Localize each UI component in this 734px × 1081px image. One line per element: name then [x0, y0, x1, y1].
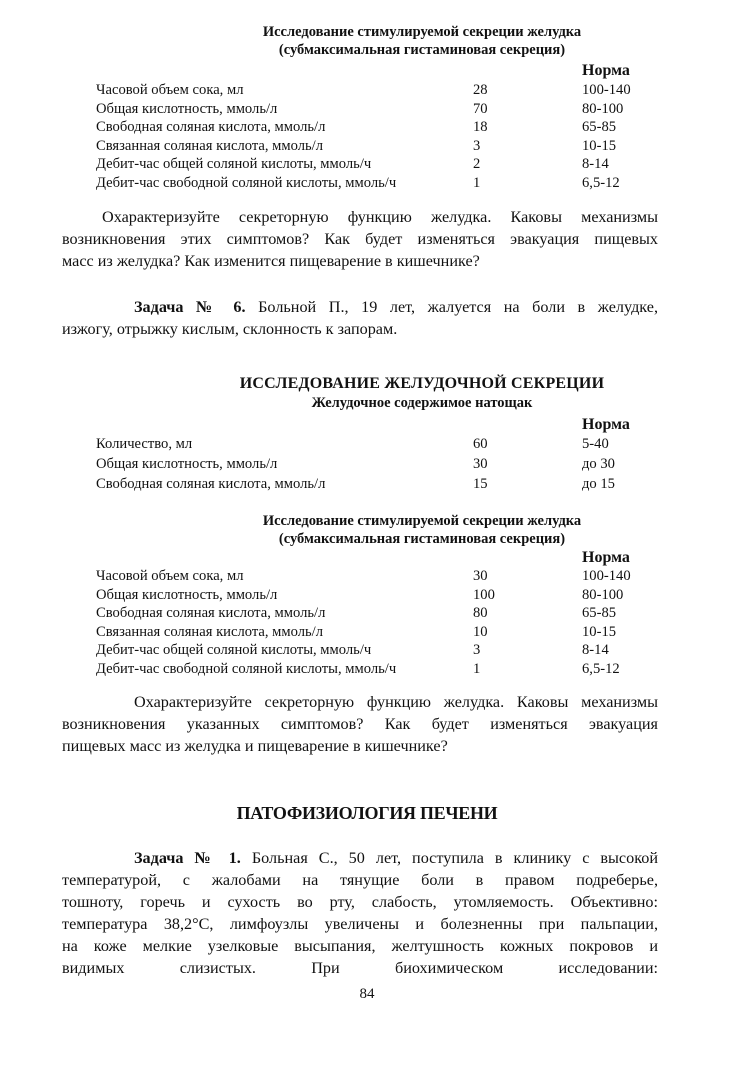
block1-norm-header: Норма [582, 62, 630, 79]
document-page: Исследование стимулируемой секреции желудка (субмаксимальная гистаминовая секреция) Норма Часовой объем сока, мл 28 100-140 Общая кислотность, ммоль/л 70 80-100 Свободная соляная кислота, ммоль/л 18 65-85 Связанная соляная кислота, ммоль/л 3 10-15 Дебит-час общей соляной кислоты, ммоль/ч 2 8-14 Дебит-час свободной соляной кислоты, ммоль/ч 1 6,5-12 Охарактеризуйте секреторную функцию желудка. Каковы механизмы возникновения этих симптомов? Как будет изменяться эвакуация пищевых масс из желудка? Как изменится пищеварение в кишечнике? Задача № 6. Больной П., 19 лет, жалуется на боли в желудке, изжогу, отрыжку кислым, склонность к запорам. ИССЛЕДОВАНИЕ ЖЕЛУДОЧНОЙ СЕКРЕЦИИ Желудочное содержимое натощак Норма Количество, мл 60 5-40 Общая кислотность, ммоль/л 30 до 30 Свободная соляная кислота, ммоль/л 15 до 15 Исследование стимулируемой секреции желудка (субмаксимальная гистаминовая секреция) Норма Часовой объем сока, мл 30 100-140 Общая кислотность, ммоль/л 100 80-100 Свободная соляная кислота, ммоль/л 80 65-85 Связанная соляная кислота, ммоль/л 10 10-15 Дебит-час общей соляной кислоты, ммоль/ч 3 8-14 Дебит-час свободной соляной кислоты, ммоль/ч 1 6,5-12 Охарактеризуйте секреторную функцию желудка. Каковы механизмы возникновения указанных симптомов? Как будет изменяться эвакуация пищевых масс из желудка и пищеварение в кишечнике? ПАТОФИЗИОЛОГИЯ ПЕЧЕНИ Задача № 1. Больная С., 50 лет, поступила в клинику с высокой температурой, с жалобами на тянущие боли в правом подреберье, тошноту, горечь и сухость во рту, слабость, утомляемость. Объективно: температура 38,2°С, лимфоузлы увеличены и болезненны при пальпации, на коже мелкие узелковые высыпания, желтушность кожных покровов и видимых слизистых. При биохимическом исследовании: 84 [0, 0, 734, 1081]
question1-paragraph: Охарактеризуйте секреторную функцию желудка. Каковы механизмы возникновения этих симптомов? Как будет изменяться эвакуация пищевых масс из желудка? Как изменится пищеварение в кишечнике? [62, 208, 658, 270]
task1-label: Задача № 1. [134, 849, 241, 867]
task6-label: Задача № 6. [134, 298, 246, 316]
task6-paragraph: Задача № 6. Больной П., 19 лет, жалуется на боли в желудке, изжогу, отрыжку кислым, склонность к запорам. [62, 298, 659, 338]
block3-subtitle: (субмаксимальная гистаминовая секреция) [278, 531, 566, 547]
block1-title: Исследование стимулируемой секреции желудка [262, 24, 582, 40]
task1-paragraph: Задача № 1. Больная С., 50 лет, поступила в клинику с высокой температурой, с жалобами на тянущие боли в правом подреберье, тошноту, горечь и сухость во рту, слабость, утомляемость. Объективно: температура 38,2°С, лимфоузлы увеличены и болезненны при пальпации, на коже мелкие узелковые высыпания, желтушность кожных покровов и видимых слизистых. При биохимическом исследовании: [62, 849, 658, 977]
block2-subtitle: Желудочное содержимое натощак [311, 395, 533, 411]
block2-title: ИССЛЕДОВАНИЕ ЖЕЛУДОЧНОЙ СЕКРЕЦИИ [239, 375, 605, 392]
question2-paragraph: Охарактеризуйте секреторную функцию желудка. Каковы механизмы возникновения указанных симптомов? Как будет изменяться эвакуация пищевых масс из желудка и пищеварение в кишечнике? [62, 693, 658, 755]
block3-norm-header: Норма [582, 549, 630, 566]
page-number: 84 [359, 986, 375, 1002]
block2-norm-header: Норма [582, 416, 630, 433]
block1-subtitle: (субмаксимальная гистаминовая секреция) [278, 42, 566, 58]
block3-title: Исследование стимулируемой секреции желудка [262, 513, 582, 529]
section-title: ПАТОФИЗИОЛОГИЯ ПЕЧЕНИ [236, 803, 498, 823]
